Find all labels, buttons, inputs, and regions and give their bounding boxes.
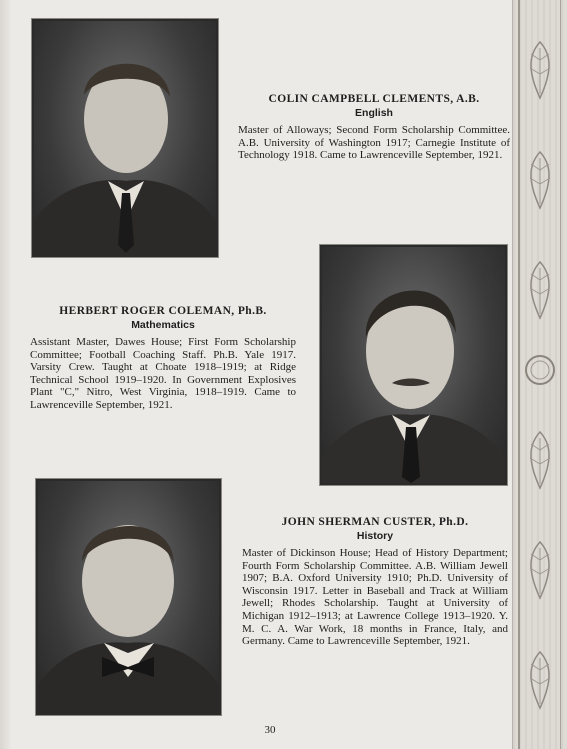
entry-bio: Assistant Master, Dawes House; First Form Scholarship Committee; Football Coaching Staff. Ph.B. Yale 1917. Varsity Crew. Taught at Choate 1918–1919; at Ridge Technical School 1919–1920. In Government Explosives Plant "C," Nitro, West Virginia, 1918–1919. Came to Lawrenceville September, 1921.	[30, 336, 296, 411]
leaf-ornament-icon	[523, 430, 557, 490]
page-number: 30	[264, 724, 276, 736]
portrait-photo-clements	[32, 19, 218, 257]
portrait-silhouette-icon	[34, 21, 216, 255]
entry-clements	[238, 93, 510, 162]
portrait-photo-coleman	[320, 245, 507, 485]
leaf-ornament-icon	[523, 40, 557, 100]
border-line-left	[518, 0, 520, 749]
entry-name: COLIN CAMPBELL CLEMENTS, A.B.	[268, 93, 480, 105]
entry-bio: Master of Dickinson House; Head of History Department; Fourth Form Scholarship Committee. A.B. William Jewell 1907; B.A. Oxford University 1910; Ph.D. University of Wisconsin 1917. Letter in Baseball and Track at William Jewell; Rhodes Scholarship. Taught at University of Michigan 1912–1913; at Lawrence College 1913–1920. Y. M. C. A. War Work, 18 months in France, Italy, and Germany. Came to Lawrenceville September, 1921.	[242, 547, 508, 648]
entry-name: HERBERT ROGER COLEMAN, Ph.B.	[59, 305, 267, 317]
ornamental-border	[512, 0, 567, 749]
medallion-icon	[523, 350, 557, 390]
leaf-ornament-icon	[523, 260, 557, 320]
leaf-ornament-icon	[523, 150, 557, 210]
entry-bio: Master of Alloways; Second Form Scholarship Committee. A.B. University of Washington 1917; Carnegie Institute of Technology 1918. Came to Lawrenceville September, 1921.	[238, 124, 510, 162]
entry-name: JOHN SHERMAN CUSTER, Ph.D.	[281, 516, 469, 528]
leaf-ornament-icon	[523, 540, 557, 600]
entry-subject: Mathematics	[131, 319, 195, 331]
leaf-ornament-icon	[523, 650, 557, 710]
portrait-silhouette-icon	[322, 247, 505, 483]
entry-subject: History	[356, 530, 394, 542]
page-left-edge	[0, 0, 12, 749]
entry-coleman	[30, 305, 296, 412]
entry-custer	[242, 516, 508, 648]
entry-subject: English	[355, 107, 393, 119]
border-line-right	[560, 0, 561, 749]
portrait-silhouette-icon	[38, 481, 219, 713]
portrait-photo-custer	[36, 479, 221, 715]
